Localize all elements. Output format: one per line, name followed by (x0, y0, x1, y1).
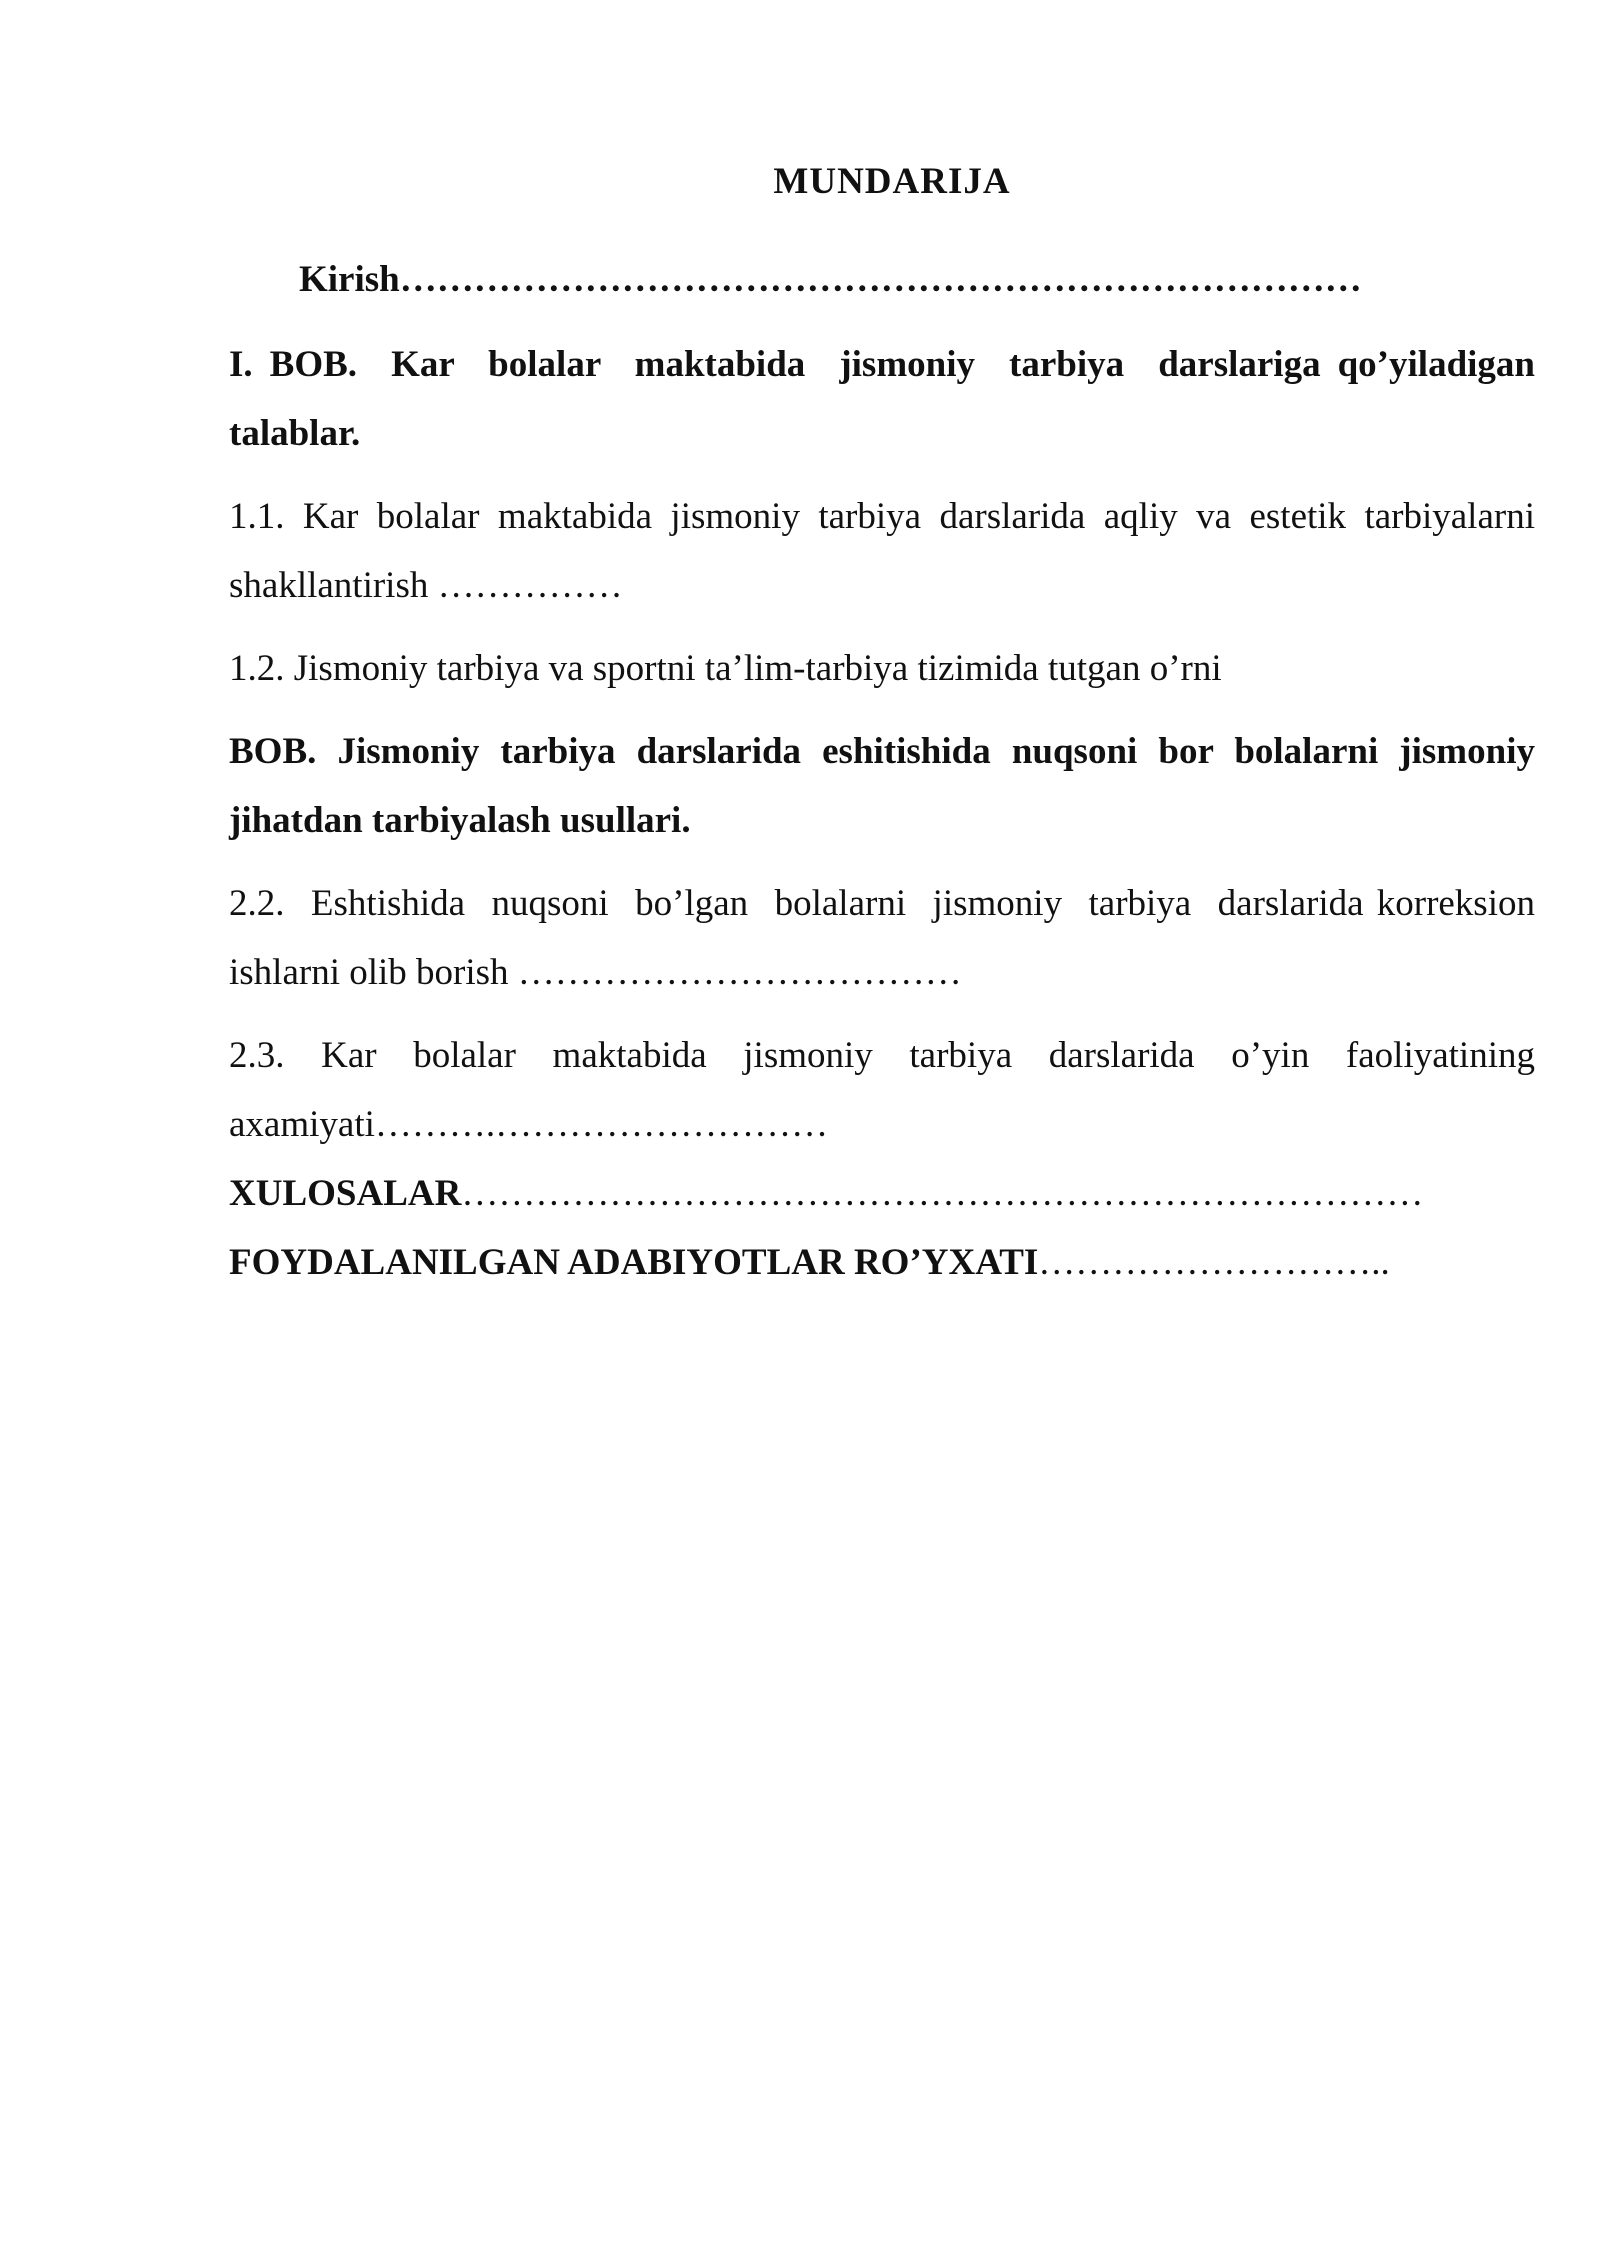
toc-entry-label: 1.2. Jismoniy tarbiya va sportni ta’lim-tarbiya tizimida tutgan o’rni (229, 648, 1222, 689)
toc-entry-section-2-3 (229, 1021, 1535, 1159)
toc-entry-section-2-2 (229, 869, 1545, 1007)
toc-entry-references (229, 1228, 1535, 1297)
toc-entry-section-1-2 (229, 634, 1535, 703)
toc-entry-label: BOB. Jismoniy tarbiya darslarida eshitishida nuqsoni bor bolalarni jismoniy jihatdan tarbiyalash usullari. (229, 731, 1535, 841)
table-of-contents (229, 160, 1545, 1297)
toc-entry-label: 2.2. Eshtishida nuqsoni bo’lgan bolalarni jismoniy tarbiya darslarida korreksion ishlarni olib borish (229, 883, 1545, 993)
toc-entry-conclusions (229, 1159, 1535, 1228)
toc-entry-label: XULOSALAR (229, 1173, 462, 1214)
toc-leader-dots: …………………………………………………………………… (461, 1173, 1424, 1214)
toc-leader-dots: …………………………………………………………………… (399, 259, 1362, 300)
toc-entry-label: Kirish (299, 259, 400, 300)
toc-leader-dots: …………… (437, 565, 623, 606)
toc-leader-dots: ……………………………… (517, 952, 962, 993)
toc-entry-kirish (229, 245, 1535, 314)
toc-entry-section-1-1 (229, 482, 1535, 620)
toc-entry-label: I. BOB. Kar bolalar maktabida jismoniy tarbiya darslariga qo’yiladigan talablar. (229, 344, 1545, 454)
toc-title: MUNDARIJA (773, 161, 1011, 202)
toc-entry-chapter-2 (229, 717, 1535, 855)
toc-entry-label: 1.1. Kar bolalar maktabida jismoniy tarbiya darslarida aqliy va estetik tarbiyalarni shakllantirish (229, 496, 1535, 606)
toc-entry-chapter-1 (229, 330, 1545, 468)
toc-entry-label: 2.3. Kar bolalar maktabida jismoniy tarbiya darslarida o’yin faoliyatining axamiyati (229, 1035, 1535, 1145)
toc-leader-dots: ……….……………………… (374, 1104, 829, 1145)
toc-leader-dots: ……………………….. (1038, 1242, 1390, 1283)
toc-entry-label: FOYDALANILGAN ADABIYOTLAR RO’YXATI (229, 1242, 1039, 1283)
